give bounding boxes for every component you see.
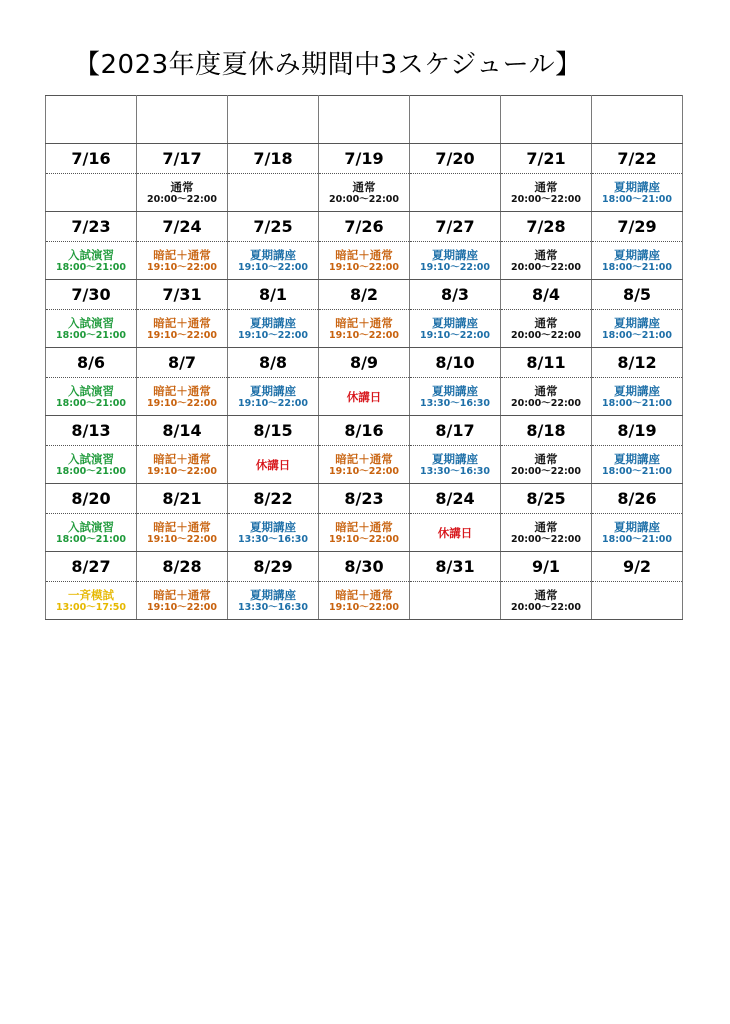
event-name: 入試演習 <box>68 519 114 534</box>
header-blank-row <box>46 96 683 144</box>
event-name: 夏期講座 <box>432 451 478 466</box>
event-cell <box>410 174 501 212</box>
event-name: 夏期講座 <box>250 383 296 398</box>
event-time: 18:00〜21:00 <box>602 193 672 205</box>
event-time: 19:10〜22:00 <box>238 329 308 341</box>
date-cell: 8/20 <box>46 484 137 514</box>
event-name: 入試演習 <box>68 247 114 262</box>
event-cell <box>592 446 683 484</box>
event-cell <box>137 446 228 484</box>
date-cell: 7/23 <box>46 212 137 242</box>
event-time: 18:00〜21:00 <box>602 465 672 477</box>
event-time: 19:10〜22:00 <box>147 533 217 545</box>
date-cell: 7/24 <box>137 212 228 242</box>
event-time: 18:00〜21:00 <box>602 261 672 273</box>
event-cell <box>46 174 137 212</box>
blank-cell <box>592 96 683 144</box>
event-time: 13:30〜16:30 <box>420 397 490 409</box>
date-cell: 8/21 <box>137 484 228 514</box>
event-name: 夏期講座 <box>614 519 660 534</box>
week-event-row <box>46 174 683 212</box>
event-name: 通常 <box>534 383 558 398</box>
event-cell <box>410 242 501 280</box>
event-cell <box>501 242 592 280</box>
event-cell <box>319 446 410 484</box>
event-cell <box>319 582 410 620</box>
week-date-row <box>46 280 683 310</box>
event-name: 夏期講座 <box>432 315 478 330</box>
event-name: 暗記＋通常 <box>335 315 393 330</box>
date-cell: 8/13 <box>46 416 137 446</box>
event-cell <box>410 582 501 620</box>
date-cell: 9/2 <box>592 552 683 582</box>
blank-cell <box>410 96 501 144</box>
event-name: 夏期講座 <box>432 383 478 398</box>
date-cell: 8/25 <box>501 484 592 514</box>
event-name: 入試演習 <box>68 383 114 398</box>
date-cell: 8/18 <box>501 416 592 446</box>
week-date-row <box>46 484 683 514</box>
event-cell <box>46 310 137 348</box>
event-cell <box>46 242 137 280</box>
event-name: 通常 <box>534 315 558 330</box>
event-time: 20:00〜22:00 <box>511 533 581 545</box>
schedule-body <box>46 96 683 620</box>
event-cell <box>319 242 410 280</box>
event-time: 13:30〜16:30 <box>420 465 490 477</box>
event-time: 13:30〜16:30 <box>238 601 308 613</box>
event-cell <box>137 582 228 620</box>
event-time: 20:00〜22:00 <box>511 601 581 613</box>
date-cell: 7/30 <box>46 280 137 310</box>
event-time: 18:00〜21:00 <box>56 533 126 545</box>
date-cell: 8/26 <box>592 484 683 514</box>
event-cell <box>228 174 319 212</box>
event-name: 夏期講座 <box>250 519 296 534</box>
schedule-table <box>45 95 683 620</box>
date-cell: 8/24 <box>410 484 501 514</box>
blank-cell <box>501 96 592 144</box>
event-cell <box>501 514 592 552</box>
event-time: 19:10〜22:00 <box>329 533 399 545</box>
event-time: 18:00〜21:00 <box>602 397 672 409</box>
event-time: 18:00〜21:00 <box>56 329 126 341</box>
date-cell: 8/16 <box>319 416 410 446</box>
date-cell: 7/19 <box>319 144 410 174</box>
event-cell <box>501 378 592 416</box>
date-cell: 7/18 <box>228 144 319 174</box>
event-time: 19:10〜22:00 <box>147 397 217 409</box>
event-time: 18:00〜21:00 <box>56 261 126 273</box>
event-name: 休講日 <box>437 525 473 540</box>
date-cell: 8/31 <box>410 552 501 582</box>
event-cell <box>46 514 137 552</box>
event-cell <box>319 310 410 348</box>
date-cell: 8/1 <box>228 280 319 310</box>
date-cell: 8/27 <box>46 552 137 582</box>
event-name: 入試演習 <box>68 315 114 330</box>
event-cell <box>137 174 228 212</box>
event-name: 通常 <box>534 179 558 194</box>
date-cell: 7/17 <box>137 144 228 174</box>
week-date-row <box>46 416 683 446</box>
date-cell: 8/9 <box>319 348 410 378</box>
event-cell <box>592 242 683 280</box>
event-cell <box>228 242 319 280</box>
event-cell <box>592 174 683 212</box>
event-time: 18:00〜21:00 <box>602 533 672 545</box>
event-time: 13:30〜16:30 <box>238 533 308 545</box>
event-name: 暗記＋通常 <box>153 451 211 466</box>
event-cell <box>592 310 683 348</box>
date-cell: 8/3 <box>410 280 501 310</box>
event-name: 暗記＋通常 <box>335 451 393 466</box>
date-cell: 7/22 <box>592 144 683 174</box>
date-cell: 8/14 <box>137 416 228 446</box>
event-name: 夏期講座 <box>614 383 660 398</box>
date-cell: 7/26 <box>319 212 410 242</box>
date-cell: 8/7 <box>137 348 228 378</box>
event-time: 19:10〜22:00 <box>238 397 308 409</box>
event-cell <box>410 446 501 484</box>
date-cell: 7/31 <box>137 280 228 310</box>
event-cell <box>46 446 137 484</box>
event-time: 19:10〜22:00 <box>147 465 217 477</box>
date-cell: 8/11 <box>501 348 592 378</box>
event-cell <box>319 514 410 552</box>
event-name: 暗記＋通常 <box>335 519 393 534</box>
event-time: 19:10〜22:00 <box>420 261 490 273</box>
date-cell: 7/25 <box>228 212 319 242</box>
week-event-row <box>46 310 683 348</box>
week-event-row <box>46 582 683 620</box>
event-cell <box>137 378 228 416</box>
event-cell <box>228 446 319 484</box>
event-cell <box>410 378 501 416</box>
event-time: 19:10〜22:00 <box>329 601 399 613</box>
event-cell <box>592 582 683 620</box>
page-title: 【2023年度夏休み期間中3スケジュール】 <box>74 50 582 80</box>
date-cell: 7/27 <box>410 212 501 242</box>
event-cell <box>501 582 592 620</box>
date-cell: 8/29 <box>228 552 319 582</box>
event-cell <box>137 514 228 552</box>
event-time: 20:00〜22:00 <box>147 193 217 205</box>
event-name: 通常 <box>534 451 558 466</box>
event-time: 13:00〜17:50 <box>56 601 126 613</box>
event-time: 19:10〜22:00 <box>147 329 217 341</box>
event-time: 20:00〜22:00 <box>329 193 399 205</box>
event-time: 20:00〜22:00 <box>511 261 581 273</box>
event-name: 夏期講座 <box>250 247 296 262</box>
event-time: 18:00〜21:00 <box>602 329 672 341</box>
date-cell: 8/10 <box>410 348 501 378</box>
event-cell <box>319 378 410 416</box>
date-cell: 8/5 <box>592 280 683 310</box>
event-cell <box>501 310 592 348</box>
event-name: 暗記＋通常 <box>153 383 211 398</box>
week-event-row <box>46 446 683 484</box>
event-cell <box>228 514 319 552</box>
blank-cell <box>228 96 319 144</box>
event-name: 暗記＋通常 <box>335 247 393 262</box>
event-time: 20:00〜22:00 <box>511 329 581 341</box>
event-cell <box>319 174 410 212</box>
week-date-row <box>46 212 683 242</box>
event-time: 19:10〜22:00 <box>420 329 490 341</box>
event-name: 通常 <box>534 519 558 534</box>
event-time: 19:10〜22:00 <box>329 329 399 341</box>
event-cell <box>228 378 319 416</box>
blank-cell <box>319 96 410 144</box>
event-name: 暗記＋通常 <box>153 519 211 534</box>
event-time: 19:10〜22:00 <box>238 261 308 273</box>
event-cell <box>501 446 592 484</box>
date-cell: 7/28 <box>501 212 592 242</box>
week-event-row <box>46 242 683 280</box>
date-cell: 8/2 <box>319 280 410 310</box>
week-event-row <box>46 378 683 416</box>
event-name: 一斉模試 <box>68 587 114 602</box>
event-time: 18:00〜21:00 <box>56 465 126 477</box>
event-time: 19:10〜22:00 <box>329 261 399 273</box>
blank-cell <box>137 96 228 144</box>
event-name: 夏期講座 <box>614 315 660 330</box>
event-time: 20:00〜22:00 <box>511 193 581 205</box>
event-cell <box>46 378 137 416</box>
event-cell <box>501 174 592 212</box>
event-time: 19:10〜22:00 <box>329 465 399 477</box>
event-time: 18:00〜21:00 <box>56 397 126 409</box>
event-name: 夏期講座 <box>614 247 660 262</box>
blank-cell <box>46 96 137 144</box>
event-cell <box>137 310 228 348</box>
event-cell <box>592 378 683 416</box>
event-name: 休講日 <box>255 457 291 472</box>
event-name: 通常 <box>170 179 194 194</box>
date-cell: 8/30 <box>319 552 410 582</box>
event-cell <box>410 310 501 348</box>
event-name: 夏期講座 <box>432 247 478 262</box>
event-time: 19:10〜22:00 <box>147 261 217 273</box>
event-cell <box>46 582 137 620</box>
event-cell <box>228 582 319 620</box>
week-event-row <box>46 514 683 552</box>
week-date-row <box>46 552 683 582</box>
event-name: 夏期講座 <box>250 315 296 330</box>
date-cell: 8/12 <box>592 348 683 378</box>
event-time: 20:00〜22:00 <box>511 465 581 477</box>
event-name: 夏期講座 <box>614 451 660 466</box>
event-name: 暗記＋通常 <box>153 587 211 602</box>
date-cell: 9/1 <box>501 552 592 582</box>
event-name: 暗記＋通常 <box>153 247 211 262</box>
date-cell: 8/4 <box>501 280 592 310</box>
event-name: 夏期講座 <box>614 179 660 194</box>
event-name: 夏期講座 <box>250 587 296 602</box>
date-cell: 7/29 <box>592 212 683 242</box>
date-cell: 8/8 <box>228 348 319 378</box>
date-cell: 7/20 <box>410 144 501 174</box>
event-name: 通常 <box>352 179 376 194</box>
event-name: 入試演習 <box>68 451 114 466</box>
week-date-row <box>46 144 683 174</box>
date-cell: 8/6 <box>46 348 137 378</box>
date-cell: 8/23 <box>319 484 410 514</box>
event-name: 通常 <box>534 247 558 262</box>
event-time: 19:10〜22:00 <box>147 601 217 613</box>
date-cell: 7/16 <box>46 144 137 174</box>
date-cell: 7/21 <box>501 144 592 174</box>
week-date-row <box>46 348 683 378</box>
date-cell: 8/17 <box>410 416 501 446</box>
date-cell: 8/15 <box>228 416 319 446</box>
event-name: 暗記＋通常 <box>335 587 393 602</box>
event-name: 通常 <box>534 587 558 602</box>
event-time: 20:00〜22:00 <box>511 397 581 409</box>
date-cell: 8/22 <box>228 484 319 514</box>
event-name: 休講日 <box>346 389 382 404</box>
event-cell <box>592 514 683 552</box>
event-cell <box>228 310 319 348</box>
event-name: 暗記＋通常 <box>153 315 211 330</box>
date-cell: 8/19 <box>592 416 683 446</box>
event-cell <box>137 242 228 280</box>
date-cell: 8/28 <box>137 552 228 582</box>
event-cell <box>410 514 501 552</box>
